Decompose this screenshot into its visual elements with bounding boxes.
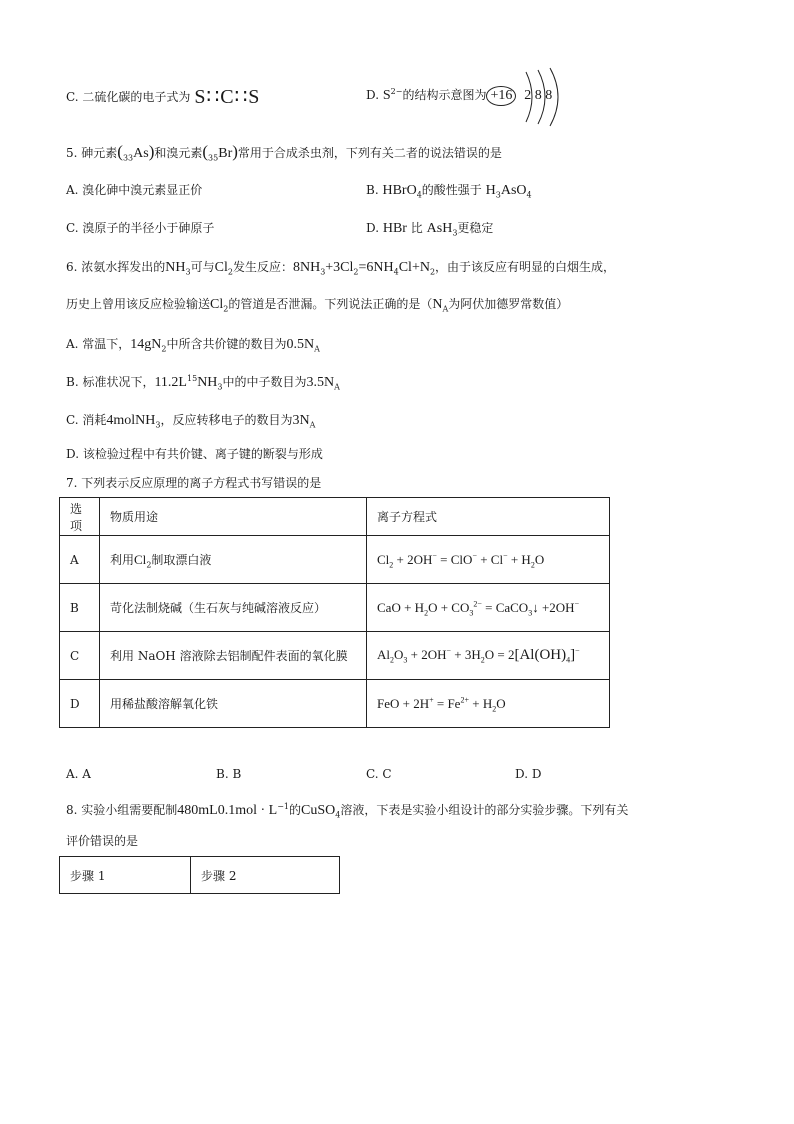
header-equation: 离子方程式 [367,498,610,536]
q4-option-d: D. $S^{2-}$的结构示意图为 +16 2 8 8 [366,86,552,106]
q6-stem-line1: 6. 浓氨水挥发出的$NH_3$可与$Cl_2$发生反应：$8NH_3+3Cl_2=6NH_4Cl+N_2$，由于该反应有明显的白烟生成， [66,260,616,277]
q6-option-c: C. 消耗4molNH$_3$，反应转移电子的数目为$3N_A$ [66,413,316,430]
equation-d: FeO + $2H^+ = Fe^{2+} + H_2O$ [367,680,610,728]
q5-option-a: A. 溴化砷中溴元素显正价 [66,183,203,197]
q5-option-b: B. HBrO$_4$的酸性强于 $H_3AsO_4$ [366,183,532,200]
equation-b: CaO + $H_2O + CO_3^{2-}$ = CaCO$_3$↓ +2OH− [367,584,610,632]
header-use: 物质用途 [100,498,367,536]
q5-option-d: D. HBr 比 AsH$_3$更稳定 [366,221,494,238]
equation-c: $Al_2O_3 + 2OH^- + 3H_2O = 2[Al(OH)_4]^-$ [367,632,610,680]
q7-answer-d: D. D [515,767,542,781]
table-header-row [60,857,340,894]
q8-stem-line2: 评价错误的是 [66,834,139,848]
table-header-row [60,498,610,536]
q5-stem: 5. 砷元素$(_{33}As)$和溴元素$(_{35}Br)$常用于合成杀虫剂，下列有关二者的说法错误的是 [66,142,502,163]
q7-answer-c: C. C [366,767,392,781]
header-option: 选项 [60,498,100,536]
table-row: A 利用$Cl_2$制取漂白液 $Cl_2 + 2OH^- = ClO^- + Cl^- + H_2O$ [60,536,610,584]
q7-stem: 7. 下列表示反应原理的离子方程式书写错误的是 [66,476,322,490]
equation-a: $Cl_2 + 2OH^- = ClO^- + Cl^- + H_2O$ [367,536,610,584]
q6-option-b: B. 标准状况下，$11.2L^{15}NH_3$中的中子数目为$3.5N_A$ [66,374,340,392]
table-row: D 用稀盐酸溶解氧化铁 FeO + $2H^+ = Fe^{2+} + H_2O$ [60,680,610,728]
header-step1: 步骤 1 [60,857,191,894]
q7-answer-a: A. A [66,767,91,781]
table-row: B 苛化法制烧碱（生石灰与纯碱溶液反应） CaO + $H_2O + CO_3^{2-}$ = CaCO$_3$↓ +2OH− [60,584,610,632]
q7-table [59,497,610,728]
q6-option-a: A. 常温下，$14gN_2$中所含共价键的数目为$0.5N_A$ [66,337,320,354]
q6-option-d: D. 该检验过程中有共价键、离子键的断裂与形成 [66,447,323,461]
q8-stem-line1: 8. 实验小组需要配制$480mL0.1mol \cdot L^{-1}$的CuSO$_4$溶液，下表是实验小组设计的部分实验步骤。下列有关 [66,802,629,820]
q5-option-c: C. 溴原子的半径小于砷原子 [66,221,215,235]
q4-option-c: C. 二硫化碳的电子式为 S∷C∷S [66,86,261,108]
nucleus-circle: +16 [486,86,516,106]
header-step2: 步骤 2 [191,857,340,894]
shell-electrons: 2 8 8 [524,88,553,103]
electron-shell-arcs [520,66,570,128]
q6-stem-line2: 历史上曾用该反应检验输送$Cl_2$的管道是否泄漏。下列说法正确的是（$N_A$为阿伏加德罗常数值） [66,297,569,314]
cs2-electron-formula: S∷C∷S [194,86,261,108]
q7-answer-b: B. B [216,767,242,781]
q8-table [59,856,340,894]
table-row: C 利用 NaOH 溶液除去铝制配件表面的氧化膜 $Al_2O_3 + 2OH^- + 3H_2O = 2[Al(OH)_4]^-$ [60,632,610,680]
